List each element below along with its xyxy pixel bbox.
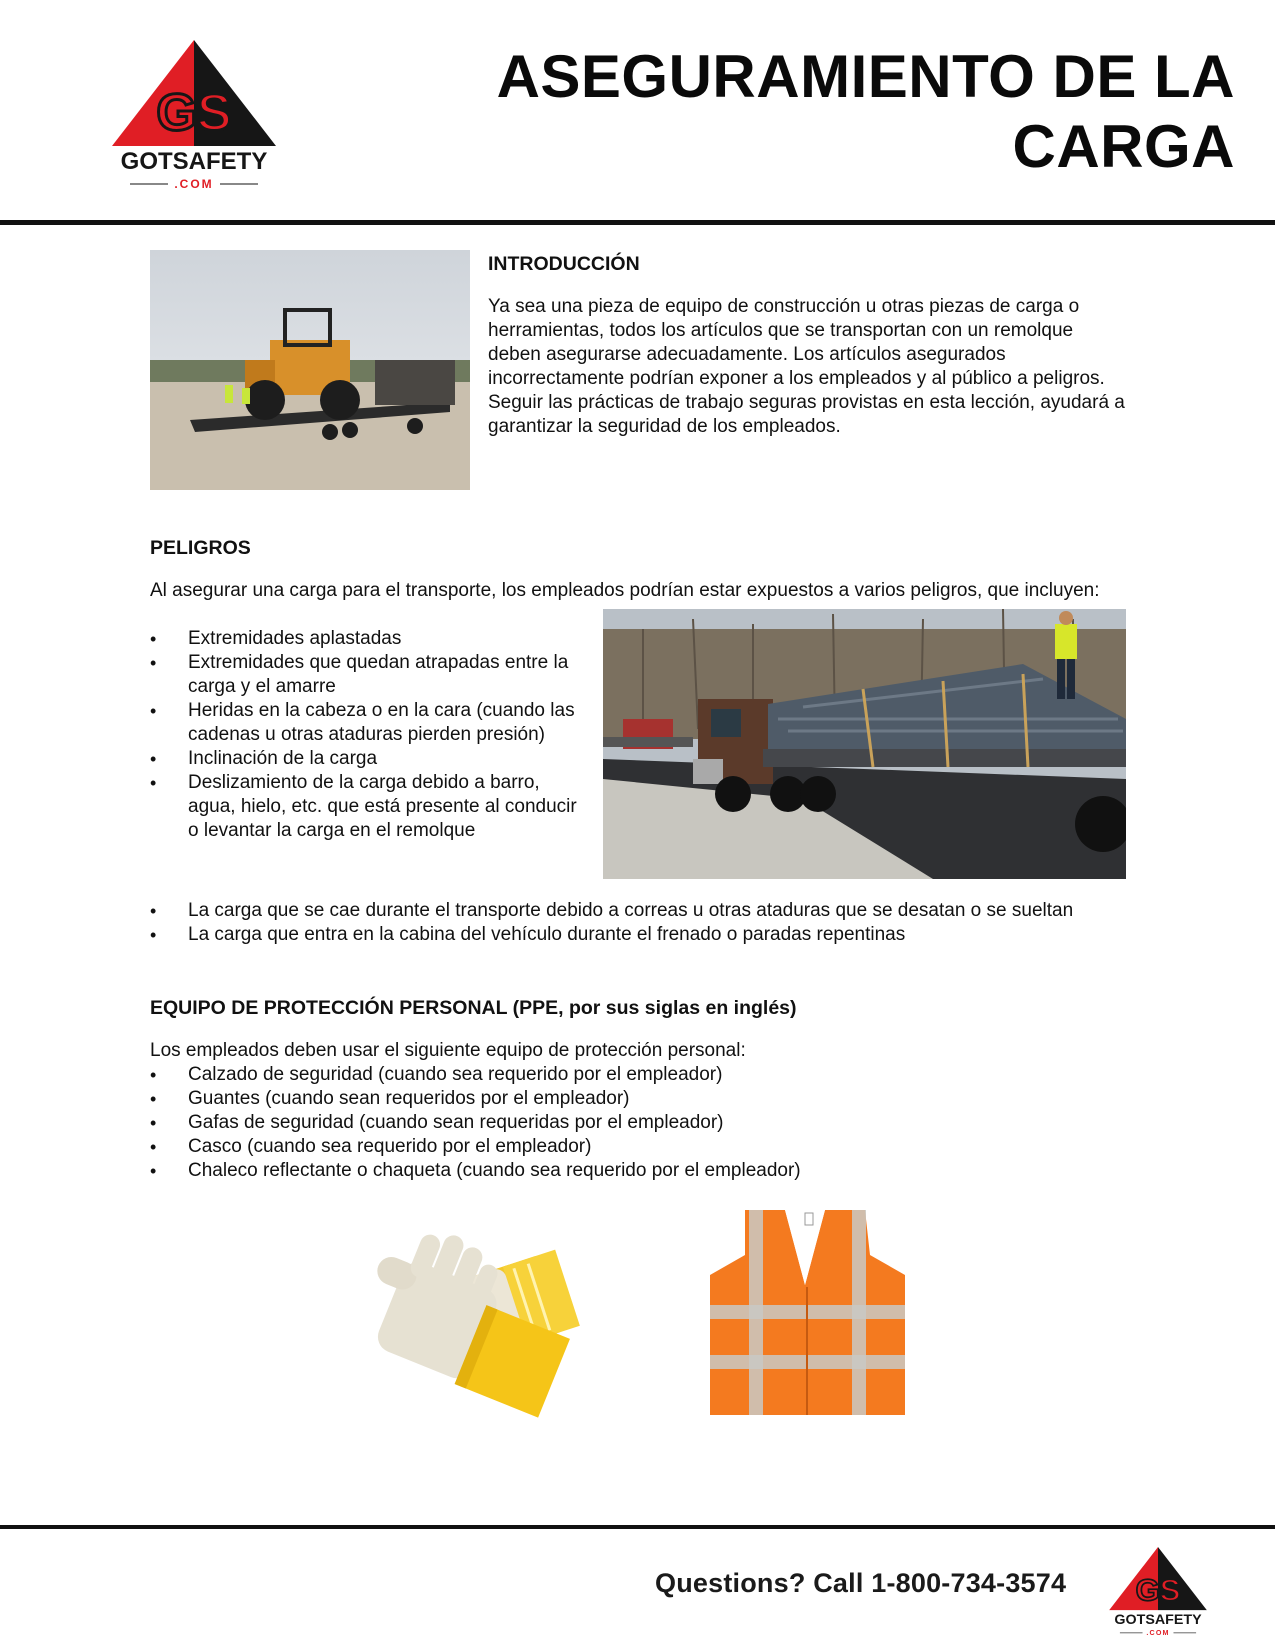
ppe-intro: Los empleados deben usar el siguiente equipo de protección personal: xyxy=(150,1040,746,1061)
hazards-list-lower xyxy=(150,899,1115,947)
loader-on-trailer-photo-icon xyxy=(150,250,470,490)
logo-domain: .COM xyxy=(174,177,214,191)
gotsafety-logo-footer-icon xyxy=(1108,1544,1208,1640)
gotsafety-logo-footer xyxy=(1108,1544,1208,1640)
list-item: • La carga que entra en la cabina del vehículo durante el frenado o paradas repentinas xyxy=(150,923,1115,947)
work-gloves-photo-icon xyxy=(335,1215,610,1430)
hazards-heading: PELIGROS xyxy=(150,537,251,559)
logo-letters-footer: GS xyxy=(1135,1572,1181,1608)
hazards-intro: Al asegurar una carga para el transporte, los empleados podrían estar expuestos a varios peligros, que incluyen: xyxy=(150,580,1100,601)
list-item: • Heridas en la cabeza o en la cara (cuando las cadenas u otras ataduras pierden presión) xyxy=(150,699,590,747)
logo-name-footer: GOTSAFETY xyxy=(1114,1611,1202,1628)
ppe-list xyxy=(150,1063,1115,1183)
logo-letters: GS xyxy=(156,84,232,142)
hazards-list-upper xyxy=(150,627,590,843)
intro-photo xyxy=(150,250,470,490)
list-item: • Calzado de seguridad (cuando sea requerido por el empleador) xyxy=(150,1063,1115,1087)
vest-photo xyxy=(705,1205,910,1420)
list-item: • Chaleco reflectante o chaqueta (cuando sea requerido por el empleador) xyxy=(150,1159,1115,1183)
header-divider xyxy=(0,220,1275,225)
safety-vest-photo-icon xyxy=(705,1205,910,1420)
list-item: • Deslizamiento de la carga debido a barro, agua, hielo, etc. que está presente al conducir o levantar la carga en el remolque xyxy=(150,771,590,843)
gotsafety-logo xyxy=(110,38,278,193)
list-item: • La carga que se cae durante el transporte debido a correas u otras ataduras que se desatan o se sueltan xyxy=(150,899,1115,923)
logo-domain-footer: .COM xyxy=(1146,1629,1170,1638)
logo-name: GOTSAFETY xyxy=(120,148,268,175)
list-item: • Extremidades aplastadas xyxy=(150,627,590,651)
page-title xyxy=(475,42,1235,182)
intro-heading: INTRODUCCIÓN xyxy=(488,253,640,275)
ppe-heading: EQUIPO DE PROTECCIÓN PERSONAL (PPE, por sus siglas en inglés) xyxy=(150,997,797,1019)
list-item: • Inclinación de la carga xyxy=(150,747,590,771)
hazards-photo xyxy=(603,609,1126,879)
footer-contact: Questions? Call 1-800-734-3574 xyxy=(655,1568,1067,1598)
gloves-photo xyxy=(335,1215,610,1430)
page-title-line1: ASEGURAMIENTO DE LA xyxy=(496,43,1235,110)
footer-divider xyxy=(0,1525,1275,1529)
flatbed-truck-steel-beams-photo-icon xyxy=(603,609,1126,879)
list-item: • Guantes (cuando sean requeridos por el empleador) xyxy=(150,1087,1115,1111)
page-title-line2: CARGA xyxy=(1012,113,1235,180)
gotsafety-logo-icon xyxy=(110,38,278,193)
list-item: • Casco (cuando sea requerido por el empleador) xyxy=(150,1135,1115,1159)
intro-text: Ya sea una pieza de equipo de construcción u otras piezas de carga o herramientas, todos los artículos que se transportan con un remolque deben asegurarse adecuadamente. Los artículos asegurados incorrectamente podrían exponer a los empleados y al público a peligros. Seguir las prácticas de trabajo seguras provistas en esta lección, ayudará a garantizar la seguridad de los empleados. xyxy=(488,296,1125,437)
list-item: • Extremidades que quedan atrapadas entre la carga y el amarre xyxy=(150,651,590,699)
list-item: • Gafas de seguridad (cuando sean requeridas por el empleador) xyxy=(150,1111,1115,1135)
